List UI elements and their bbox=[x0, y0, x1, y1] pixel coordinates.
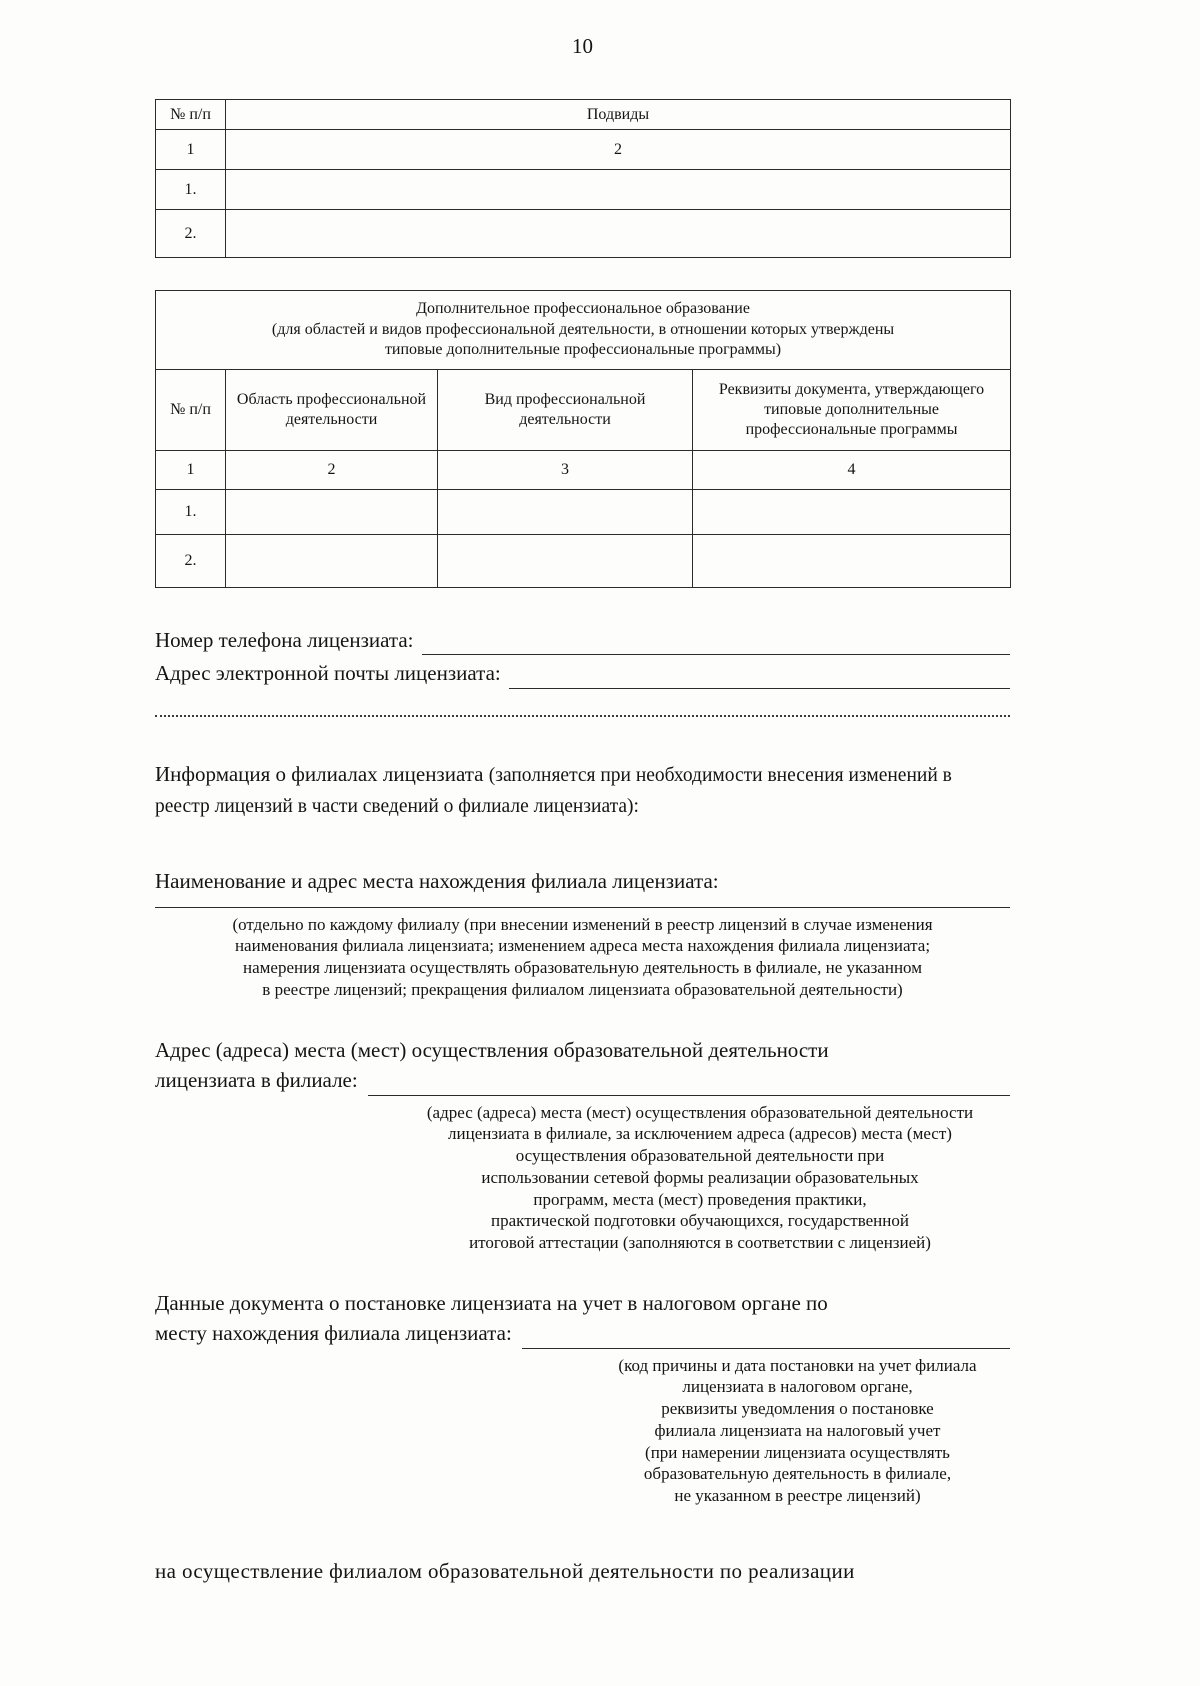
caption-line: (при намерении лицензиата осуществлять bbox=[645, 1442, 950, 1462]
branch-info-heading: Информация о филиалах лицензиата bbox=[155, 761, 489, 786]
t2-row1-area bbox=[226, 490, 438, 535]
phone-label: Номер телефона лицензиата: bbox=[155, 628, 414, 652]
branch-name-label: Наименование и адрес места нахождения филиала лицензиата: bbox=[155, 869, 719, 894]
branch-info-note: (заполняется при необходимости внесения изменений в реестр лицензий в части сведений о филиале лицензиата): bbox=[155, 764, 952, 818]
subtypes-header-title: Подвиды bbox=[226, 100, 1011, 130]
caption-line: использовании сетевой формы реализации образовательных bbox=[481, 1167, 919, 1187]
caption-line: итоговой аттестации (заполняются в соответствии с лицензией) bbox=[469, 1233, 931, 1253]
t2-row1-num: 1. bbox=[156, 490, 226, 535]
t2-index-1: 1 bbox=[156, 451, 226, 490]
title-line-1: Дополнительное профессиональное образование bbox=[416, 299, 750, 317]
title-line-2: (для областей и видов профессиональной деятельности, в отношении которых утверждены bbox=[271, 320, 895, 338]
t2-row2-doc bbox=[693, 535, 1011, 588]
t2-header-area: Область профессиональной деятельности bbox=[226, 370, 438, 451]
t2-header-doc: Реквизиты документа, утверждающего типовые дополнительные профессиональные программы bbox=[693, 370, 1011, 451]
subtypes-index-1: 1 bbox=[156, 130, 226, 170]
branch-name-caption bbox=[155, 914, 1010, 1001]
additional-education-title bbox=[156, 291, 1011, 370]
tax-registration-caption bbox=[585, 1355, 1010, 1507]
t2-row1-doc bbox=[693, 490, 1011, 535]
email-label: Адрес электронной почты лицензиата: bbox=[155, 661, 501, 686]
tax-registration-line1: Данные документа о постановке лицензиата на учет в налоговом органе по bbox=[155, 1290, 828, 1315]
caption-line: образовательную деятельность в филиале, bbox=[643, 1464, 952, 1484]
branch-address-line1: Адрес (адреса) места (мест) осуществления образовательной деятельности bbox=[155, 1037, 829, 1062]
subtypes-row2-value bbox=[226, 210, 1011, 258]
branch-name-blank-line bbox=[155, 897, 1010, 908]
t2-row2-num: 2. bbox=[156, 535, 226, 588]
subtypes-row2-num: 2. bbox=[156, 210, 226, 258]
continuation-text: на осуществление филиалом образовательной деятельности по реализации bbox=[155, 1558, 855, 1583]
t2-index-4: 4 bbox=[693, 451, 1011, 490]
caption-line: программ, места (мест) проведения практики, bbox=[533, 1189, 867, 1209]
t2-row1-kind bbox=[438, 490, 693, 535]
caption-line: не указанном в реестре лицензий) bbox=[674, 1486, 921, 1506]
branch-address-line2: лицензиата в филиале: bbox=[155, 1068, 358, 1093]
email-blank-line bbox=[509, 664, 1010, 689]
caption-line: (адрес (адреса) места (мест) осуществления образовательной деятельности bbox=[426, 1102, 974, 1122]
t2-header-num: № п/п bbox=[156, 370, 226, 451]
tax-registration-blank-line bbox=[522, 1324, 1010, 1349]
subtypes-table bbox=[155, 99, 1011, 258]
branch-address-blank-line bbox=[368, 1071, 1010, 1096]
additional-education-table bbox=[155, 290, 1011, 588]
caption-line: намерения лицензиата осуществлять образовательную деятельность в филиале, не указанном bbox=[243, 958, 922, 978]
caption-line: практической подготовки обучающихся, государственной bbox=[491, 1211, 909, 1231]
t2-index-3: 3 bbox=[438, 451, 693, 490]
subtypes-row1-value bbox=[226, 170, 1011, 210]
page-number: 10 bbox=[572, 34, 593, 58]
email-field bbox=[155, 659, 1010, 688]
tax-registration-label bbox=[155, 1288, 1010, 1349]
t2-header-kind: Вид профессиональной деятельности bbox=[438, 370, 693, 451]
dotted-separator bbox=[155, 711, 1010, 717]
subtypes-index-2: 2 bbox=[226, 130, 1011, 170]
phone-blank-line bbox=[422, 630, 1010, 655]
caption-line: лицензиата в налоговом органе, bbox=[682, 1377, 913, 1397]
t2-row2-area bbox=[226, 535, 438, 588]
caption-line: наименования филиала лицензиата; изменением адреса места нахождения филиала лицензиата; bbox=[234, 936, 931, 956]
phone-field bbox=[155, 626, 1010, 655]
subtypes-header-num: № п/п bbox=[156, 100, 226, 130]
tax-registration-line2: месту нахождения филиала лицензиата: bbox=[155, 1321, 512, 1346]
caption-line: осуществления образовательной деятельности при bbox=[515, 1146, 885, 1166]
branch-address-caption bbox=[390, 1102, 1010, 1254]
tax-registration-line2-wrap bbox=[155, 1318, 1010, 1348]
caption-line: (отдельно по каждому филиалу (при внесении изменений в реестр лицензий в случае изменения bbox=[232, 914, 933, 934]
subtypes-row1-num: 1. bbox=[156, 170, 226, 210]
branch-address-line2-wrap bbox=[155, 1065, 1010, 1095]
branch-address-label bbox=[155, 1035, 1010, 1096]
caption-line: филиала лицензиата на налоговый учет bbox=[654, 1420, 941, 1440]
branch-info-paragraph bbox=[155, 759, 1010, 822]
caption-line: лицензиата в филиале, за исключением адреса (адресов) места (мест) bbox=[448, 1124, 952, 1144]
caption-line: (код причины и дата постановки на учет филиала bbox=[618, 1355, 977, 1375]
title-line-3: типовые дополнительные профессиональные программы) bbox=[384, 341, 782, 359]
caption-line: реквизиты уведомления о постановке bbox=[661, 1399, 934, 1419]
t2-row2-kind bbox=[438, 535, 693, 588]
caption-line: в реестре лицензий; прекращения филиалом лицензиата образовательной деятельности) bbox=[262, 979, 903, 999]
t2-index-2: 2 bbox=[226, 451, 438, 490]
